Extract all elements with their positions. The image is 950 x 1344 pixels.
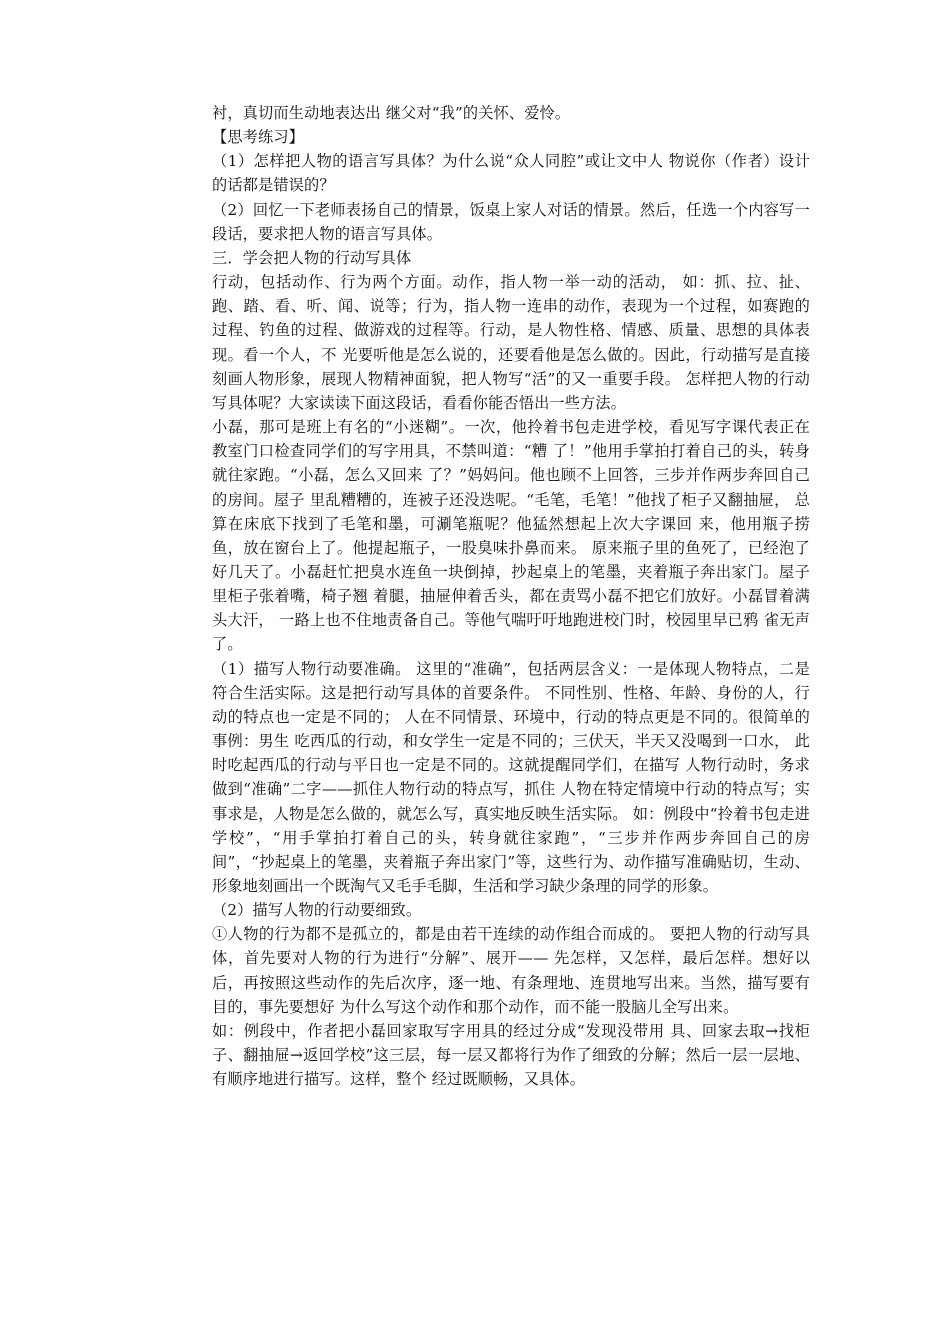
paragraph-action-definition: 行动，包括动作、行为两个方面。动作，指人物一举一动的活动， 如：抓、拉、扯、跑、踏、看、听、闻、说等；行为，指人物一连串的动作，表现为一个过程，如赛跑的过程、钓鱼的过程、做游戏的过程等。行动，是人物性格、情感、质量、思想的具体表现。看一个人，不 光要听他是怎么说的，还要看他是怎么做的。因此，行动描写是直接刻画人物形象，展现人物精神面貌，把人物写“活”的又一重要手段。 怎样把人物的行动写具体呢？大家读读下面这段话，看看你能否悟出一些方法。 — [212, 273, 810, 412]
section-heading-exercises: 【思考练习】 — [212, 128, 305, 147]
paragraph-example-analysis: 如：例段中，作者把小磊回家取写字用具的经过分成“发现没带用 具、回家去取→找柜子、翻抽屉→返回学校”这三层，每一层又都将行为作了细致的分解；然后一层一层地、有顺序地进行描写。这样，整个 经过既顺畅，又具体。 — [212, 1021, 810, 1089]
paragraph-example-story: 小磊，那可是班上有名的“小迷糊”。一次，他拎着书包走进学校，看见写字课代表正在教室门口检查同学们的写字用具，不禁叫道：“糟 了！”他用手掌拍打着自己的头，转身就往家跑。“小磊，怎么又回来 了？”妈妈问。他也顾不上回答，三步并作两步奔回自己的房间。屋子 里乱糟糟的，连被子还没迭呢。“毛笔，毛笔！”他找了柜子又翻抽屉， 总算在床底下找到了毛笔和墨，可涮笔瓶呢？他猛然想起上次大字课回 来，他用瓶子捞鱼，放在窗台上了。他提起瓶子，一股臭味扑鼻而来。 原来瓶子里的鱼死了，已经泡了好几天了。小磊赶忙把臭水连鱼一块倒掉，抄起桌上的笔墨，夹着瓶子奔出家门。屋子里柜子张着嘴，椅子翘 着腿，抽屉伸着舌头，都在责骂小磊不把它们放好。小磊冒着满头大汗， 一路上也不住地责备自己。等他气喘吁吁地跑进校门时，校园里早已鸦 雀无声了。 — [212, 418, 810, 654]
section-heading-actions: 三．学会把人物的行动写具体 — [212, 248, 412, 267]
subheading-detail: （2）描写人物的行动要细致。 — [212, 901, 422, 920]
paragraph-closing-sentence: 衬，真切而生动地表达出 继父对“我”的关怀、爱怜。 — [212, 104, 571, 122]
exercise-question-2: （2）回忆一下老师表扬自己的情景，饭桌上家人对话的情景。然后，任选一个内容写一段话，要求把人物的语言写具体。 — [212, 200, 810, 243]
paragraph-decompose-actions: ①人物的行为都不是孤立的，都是由若干连续的动作组合而成的。 要把人物的行动写具体，首先要对人物的行为进行“分解”、展开—— 先怎样，又怎样，最后怎样。想好以后，再按照这些动作的先后次序，逐一地、有条理地、连贯地写出来。当然，描写要有目的，事先要想好 为什么写这个动作和那个动作，而不能一股脑儿全写出来。 — [212, 925, 810, 1016]
paragraph-point-accuracy: （1）描写人物行动要准确。 这里的“准确”，包括两层含义：一是体现人物特点，二是符合生活实际。这是把行动写具体的首要条件。 不同性别、性格、年龄、身份的人，行动的特点也一定是不同的； 人在不同情景、环境中，行动的特点更是不同的。很简单的事例：男生 吃西瓜的行动，和女学生一定是不同的；三伏天，半天又没喝到一口水， 此时吃起西瓜的行动与平日也一定是不同的。这就提醒同学们，在描写 人物行动时，务求做到“准确”二字——抓住人物行动的特点写，抓住 人物在特定情境中行动的特点写；实事求是，人物是怎么做的，就怎么写，真实地反映生活实际。 如：例段中“拎着书包走进学校”，“用手掌拍打着自己的头，转身就往家跑”，“三步并作两步奔回自己的房间”，“抄起桌上的笔墨，夹着瓶子奔出家门”等，这些行为、动作描写准确贴切，生动、形象地刻画出一个既淘气又毛手毛脚，生活和学习缺少条理的同学的形象。 — [212, 659, 810, 895]
document-page — [212, 101, 810, 1091]
exercise-question-1: （1）怎样把人物的语言写具体？为什么说“众人同腔”或让文中人 物说你（作者）设计的话都是错误的？ — [212, 152, 810, 195]
